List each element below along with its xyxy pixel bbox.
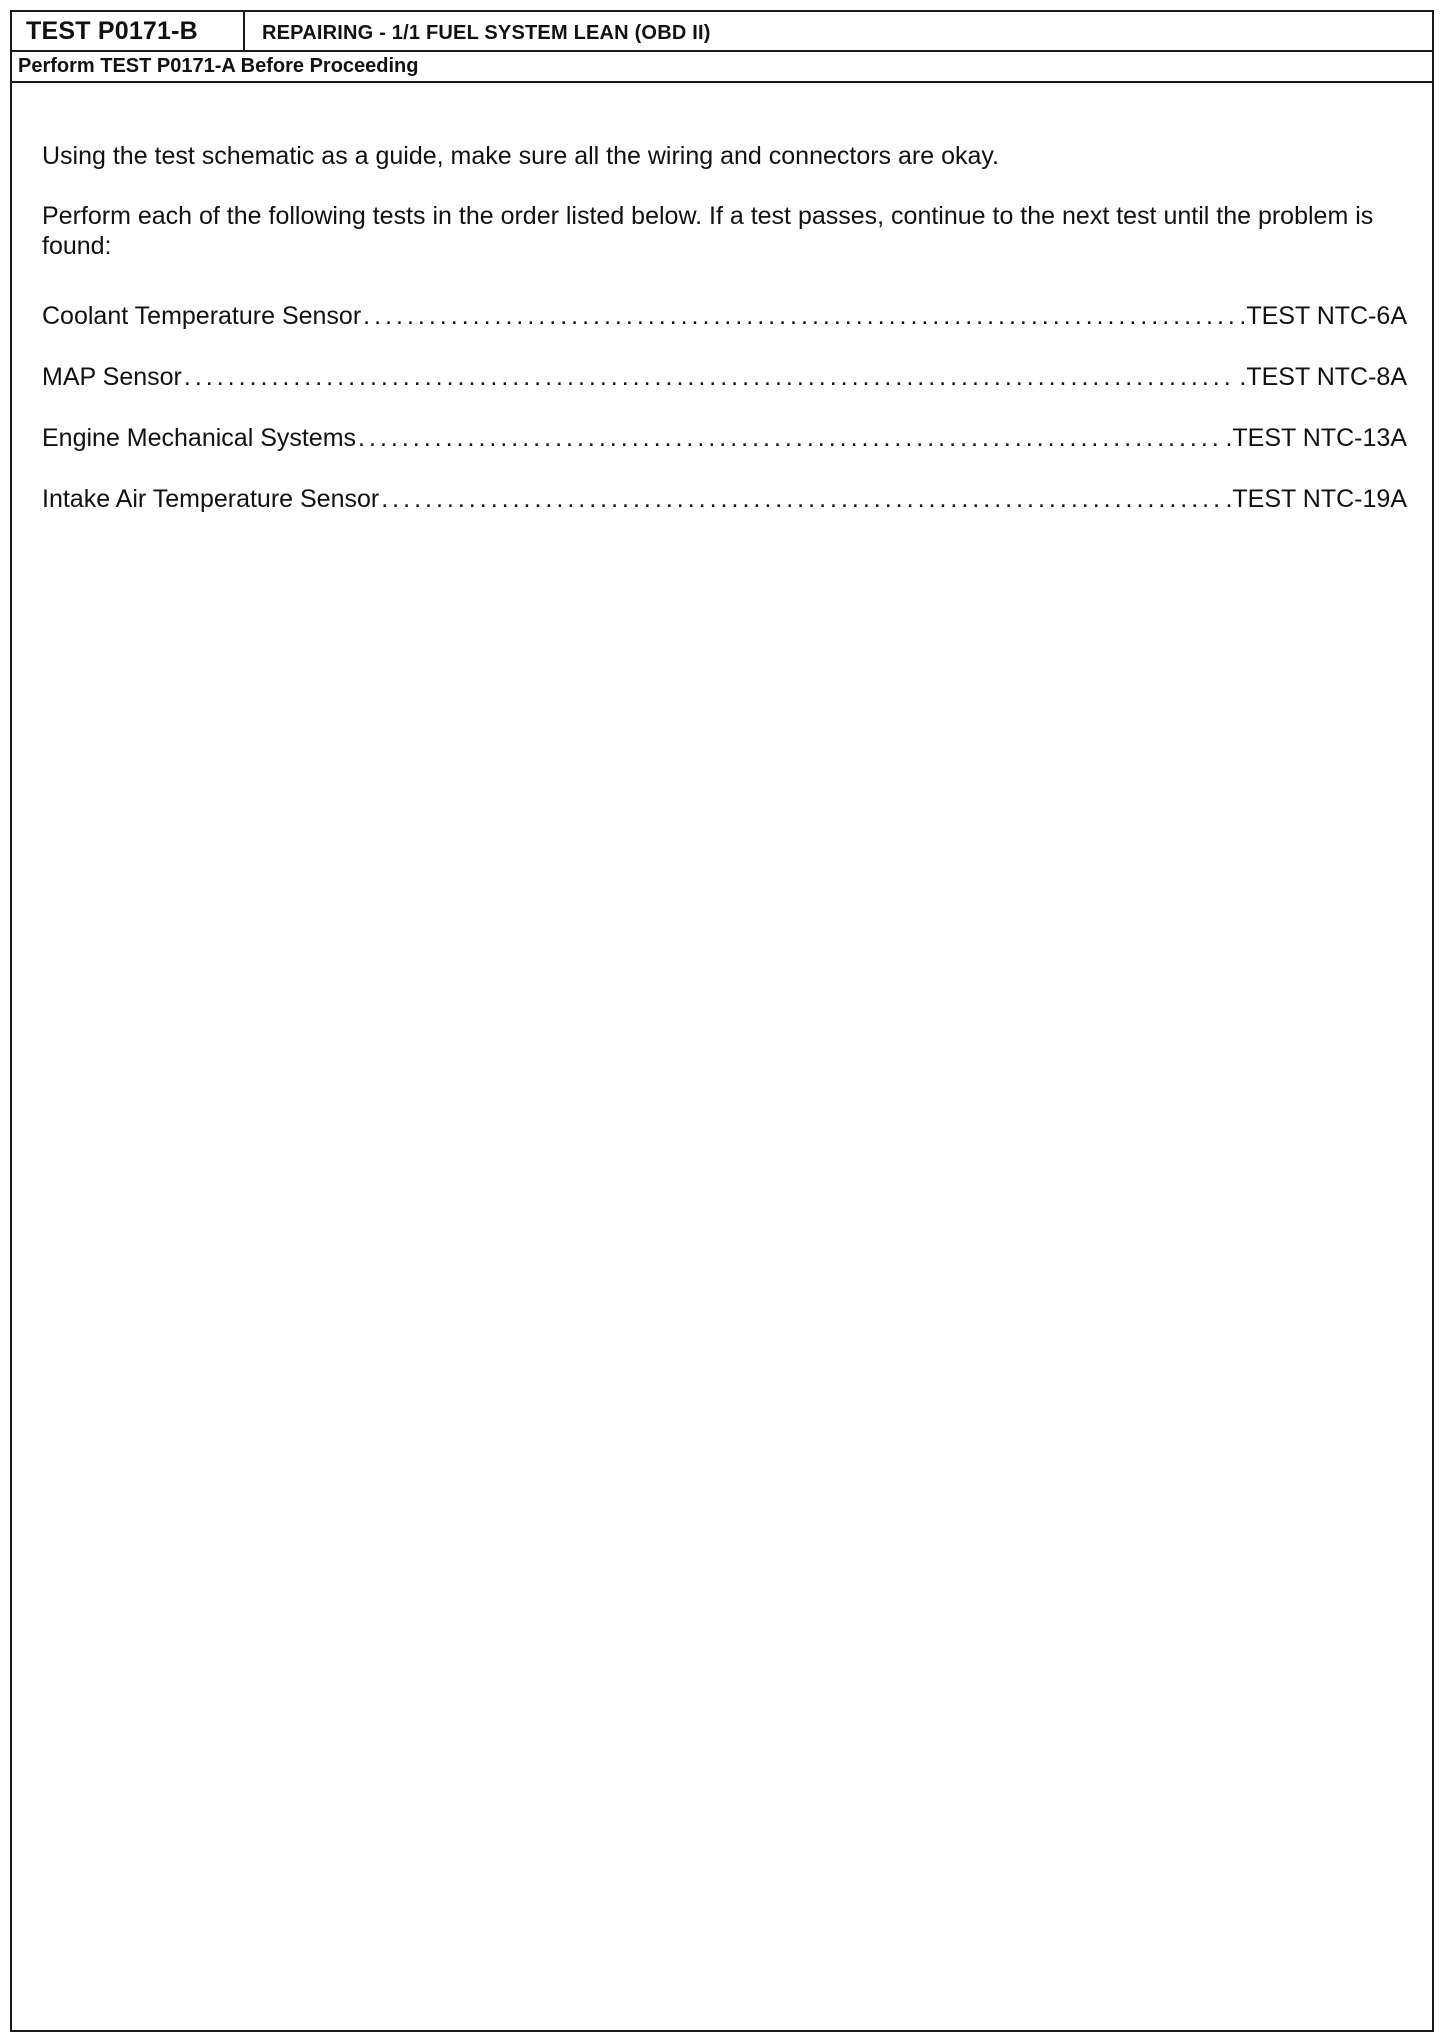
document-frame	[10, 10, 1434, 2032]
test-list-item	[42, 362, 1407, 423]
test-reference: .TEST NTC-8A	[1239, 363, 1407, 391]
instruction-paragraph-order: Perform each of the following tests in the order listed below. If a test passes, continue to the next test until the problem is found:	[42, 202, 1374, 260]
test-reference: .TEST NTC-6A	[1239, 302, 1407, 330]
dot-leader	[358, 423, 1223, 453]
dot-leader	[363, 301, 1237, 331]
test-name: Coolant Temperature Sensor	[42, 302, 362, 330]
test-list-item	[42, 484, 1407, 545]
dot-leader	[184, 362, 1237, 392]
test-reference: .TEST NTC-19A	[1225, 485, 1407, 513]
test-name: Engine Mechanical Systems	[42, 424, 357, 452]
test-title: REPAIRING - 1/1 FUEL SYSTEM LEAN (OBD II)	[262, 22, 711, 44]
instruction-paragraph-wiring: Using the test schematic as a guide, make sure all the wiring and connectors are okay.	[42, 142, 999, 170]
header-row	[12, 12, 1432, 52]
test-name: MAP Sensor	[42, 363, 182, 391]
dot-leader	[381, 484, 1223, 514]
test-id: TEST P0171-B	[12, 12, 245, 52]
test-reference: .TEST NTC-13A	[1225, 424, 1407, 452]
test-list	[42, 301, 1407, 545]
test-list-item	[42, 423, 1407, 484]
prerequisite-note: Perform TEST P0171-A Before Proceeding	[12, 52, 1432, 83]
test-list-item	[42, 301, 1407, 362]
test-name: Intake Air Temperature Sensor	[42, 485, 380, 513]
